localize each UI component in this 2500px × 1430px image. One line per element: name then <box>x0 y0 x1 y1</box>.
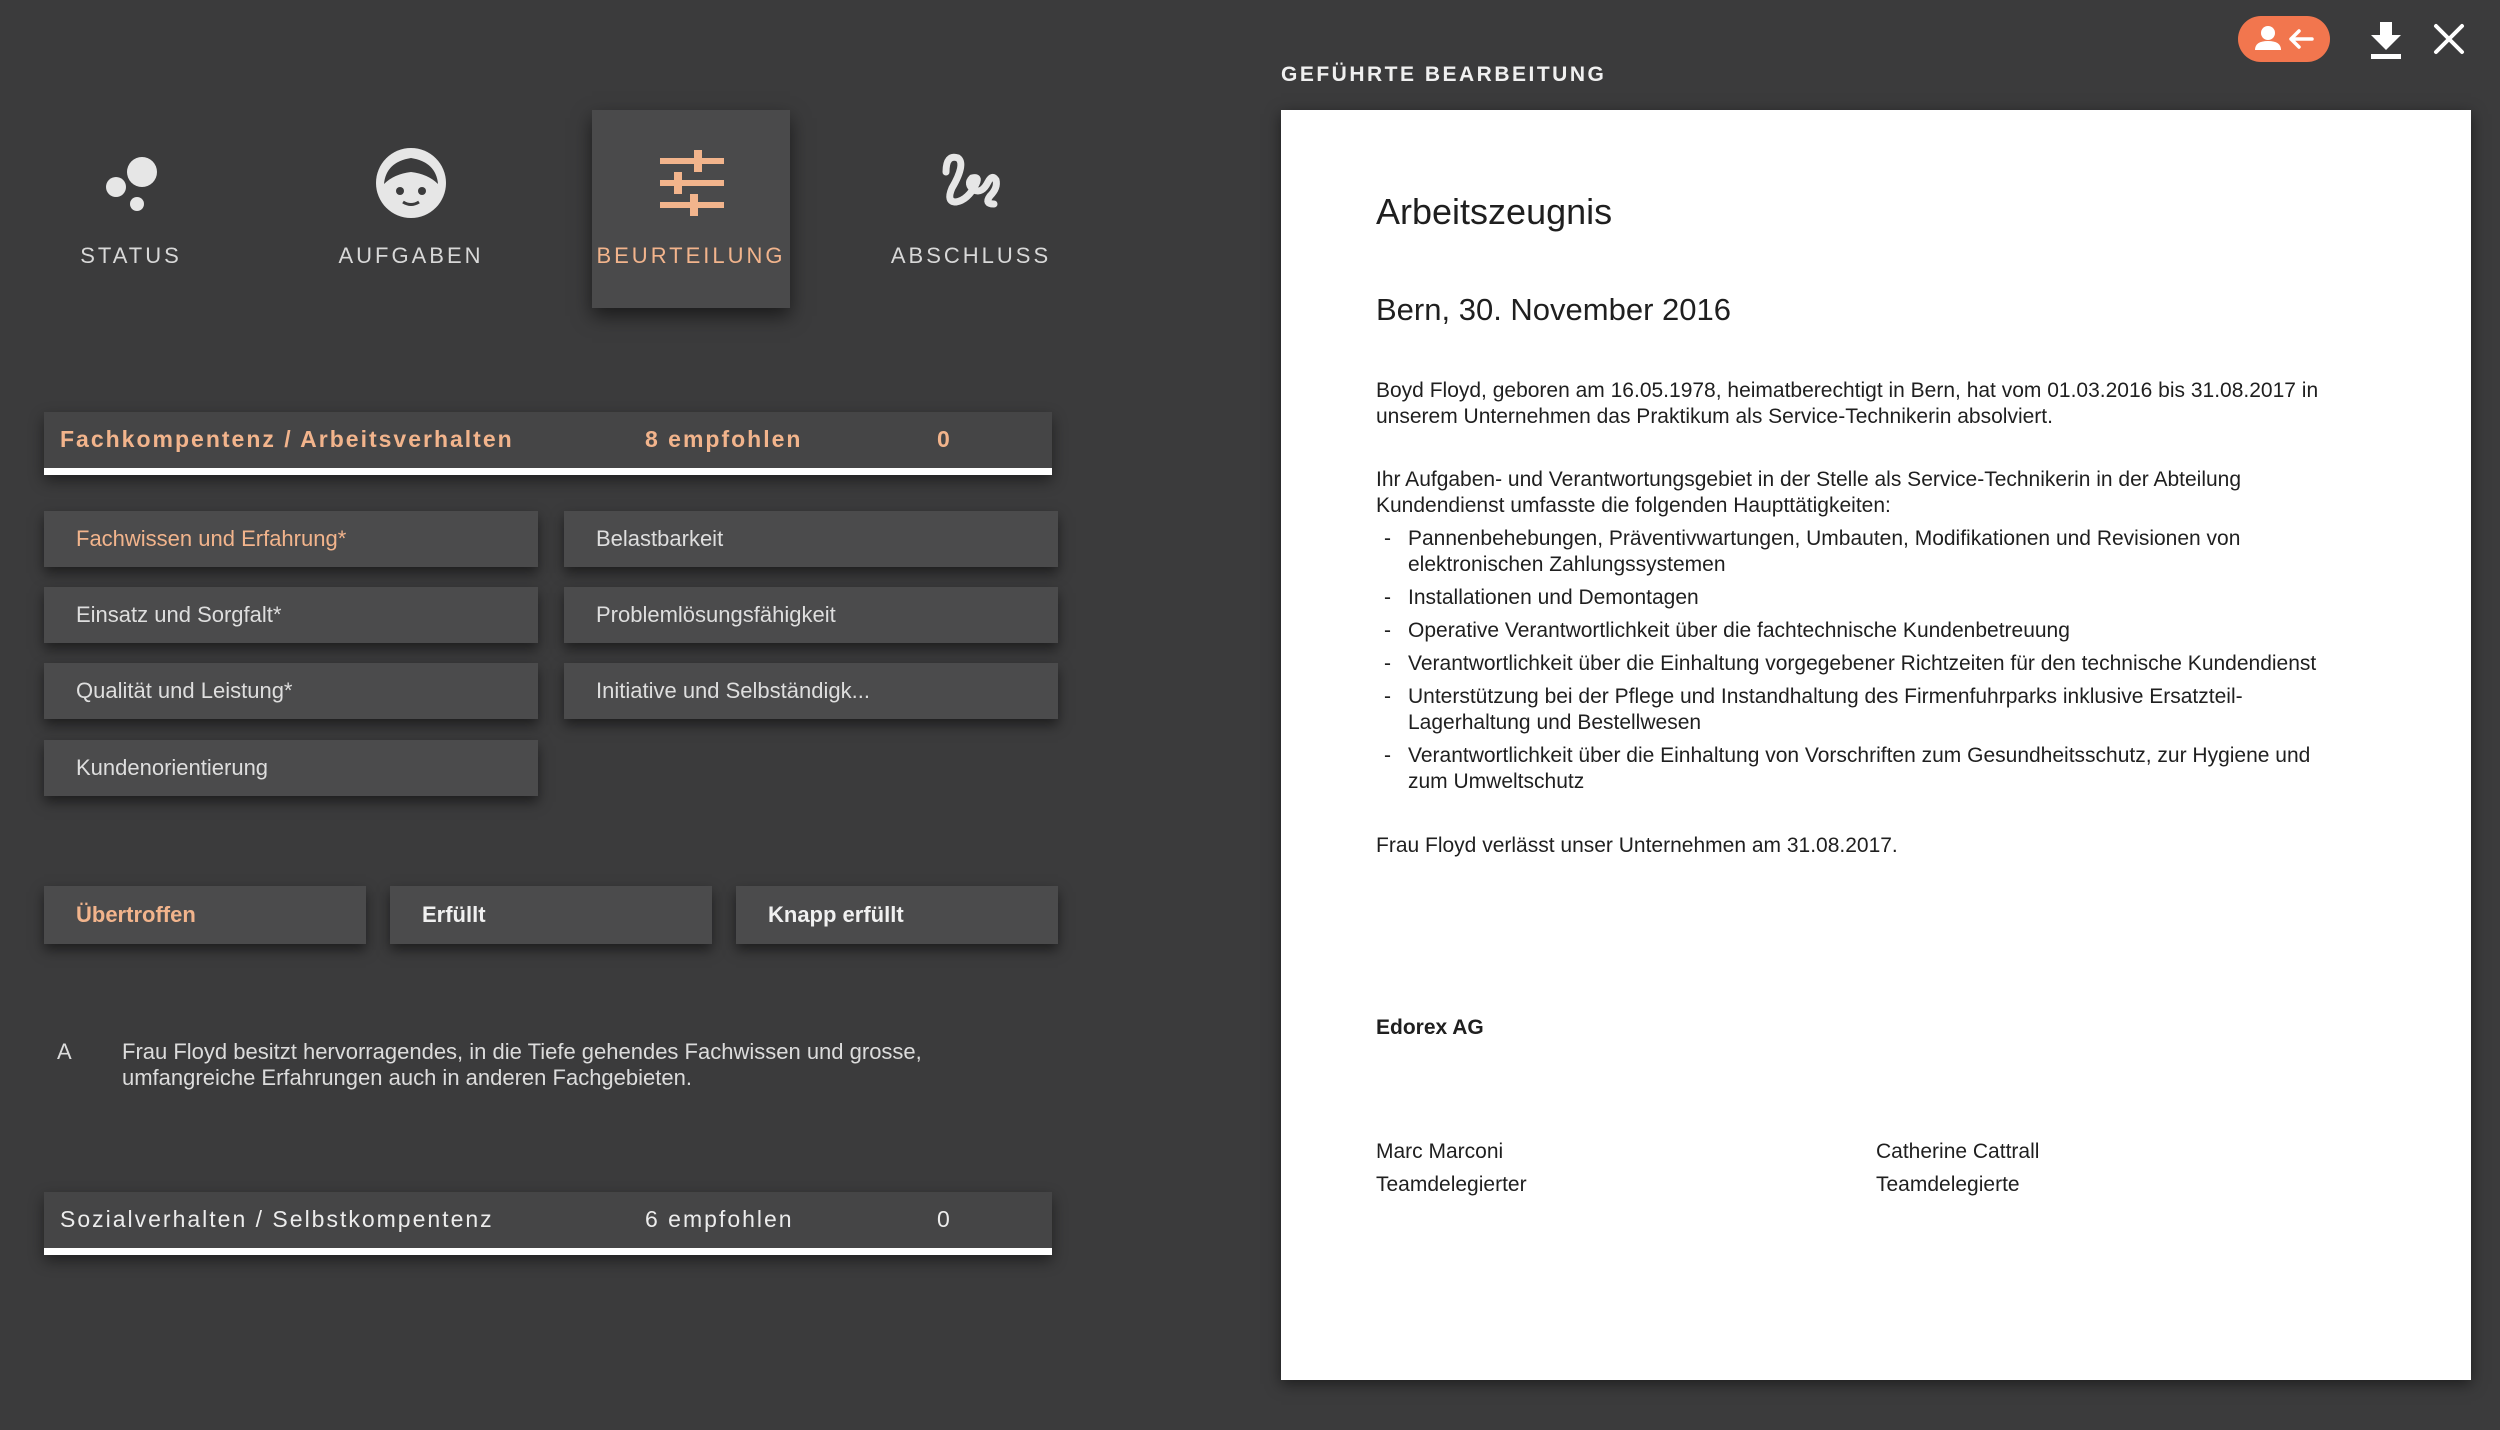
status-dots-icon <box>32 144 230 222</box>
criterion-qualitaet[interactable] <box>44 663 538 719</box>
list-item: - Pannenbehebungen, Präventivwartungen, Umbauten, Modifikationen und Revisionen von elektronischen Zahlungssystemen <box>1376 526 2376 578</box>
list-item: - Unterstützung bei der Pflege und Instandhaltung des Firmenfuhrparks inklusive Ersatzteil- Lagerhaltung und Bestellwesen <box>1376 684 2376 736</box>
document-preview <box>1281 110 2471 1380</box>
signer-name: Catherine Cattrall <box>1876 1140 2040 1163</box>
statement-text[interactable] <box>122 1039 922 1091</box>
statement-line: umfangreiche Erfahrungen auch in anderen Fachgebieten. <box>122 1065 692 1090</box>
section-title: Sozialverhalten / Selbstkompentenz <box>60 1206 494 1232</box>
nav-status-label: STATUS <box>80 243 182 268</box>
list-item: - Operative Verantwortlichkeit über die fachtechnische Kundenbetreuung <box>1376 618 2376 644</box>
download-icon[interactable] <box>2368 20 2404 60</box>
user-back-icon <box>2238 16 2330 62</box>
criterion-label: Initiative und Selbständigk... <box>596 678 870 703</box>
recommended-count: 8 empfohlen <box>645 426 803 452</box>
nav-status[interactable] <box>32 110 230 308</box>
document-line: Kundendienst umfasste die folgenden Haupttätigkeiten: <box>1376 494 1891 517</box>
rating-erfuellt[interactable] <box>390 886 712 944</box>
signature-icon <box>872 144 1070 222</box>
criterion-label: Einsatz und Sorgfalt* <box>76 602 282 627</box>
criterion-kundenorientierung[interactable] <box>44 740 538 796</box>
nav-beurteilung[interactable] <box>592 110 790 308</box>
rating-label: Erfüllt <box>422 902 486 927</box>
criterion-problemloesung[interactable] <box>564 587 1058 643</box>
selected-count: 0 <box>937 1206 952 1232</box>
duties-list <box>1376 526 2376 802</box>
document-closing: Frau Floyd verlässt unser Unternehmen am 31.08.2017. <box>1376 834 1898 857</box>
signer-2 <box>1876 1135 2039 1201</box>
statement-letter: A <box>57 1039 72 1064</box>
section-sozialverhalten[interactable] <box>44 1192 1052 1255</box>
list-item: - Installationen und Demontagen <box>1376 585 2376 611</box>
sliders-icon <box>592 144 790 222</box>
list-item: - Verantwortlichkeit über die Einhaltung vorgegebener Richtzeiten für den technische Kundendienst <box>1376 651 2376 677</box>
rating-uebertroffen[interactable] <box>44 886 366 944</box>
criterion-label: Qualität und Leistung* <box>76 678 293 703</box>
nav-abschluss[interactable] <box>872 110 1070 308</box>
document-line: Ihr Aufgaben- und Verantwortungsgebiet in der Stelle als Service-Technikerin in der Abteilung <box>1376 468 2242 491</box>
criterion-belastbarkeit[interactable] <box>564 511 1058 567</box>
close-icon[interactable] <box>2432 22 2466 56</box>
document-intro <box>1376 378 2318 430</box>
signer-name: Marc Marconi <box>1376 1140 1504 1163</box>
list-item: - Verantwortlichkeit über die Einhaltung von Vorschriften zum Gesundheitsschutz, zur Hygiene und zum Umweltschutz <box>1376 743 2376 795</box>
criterion-einsatz[interactable] <box>44 587 538 643</box>
criterion-label: Belastbarkeit <box>596 526 724 551</box>
document-line: Boyd Floyd, geboren am 16.05.1978, heimatberechtigt in Bern, hat vom 01.03.2016 bis 31.08.2017 in <box>1376 379 2319 402</box>
criterion-initiative[interactable] <box>564 663 1058 719</box>
criterion-label: Kundenorientierung <box>76 755 269 780</box>
document-place-date: Bern, 30. November 2016 <box>1376 292 1731 327</box>
nav-abschluss-label: ABSCHLUSS <box>890 243 1052 268</box>
rating-label: Übertroffen <box>76 902 196 927</box>
statement-line: Frau Floyd besitzt hervorragendes, in die Tiefe gehendes Fachwissen und grosse, <box>122 1039 922 1064</box>
nav-beurteilung-label: BEURTEILUNG <box>596 243 786 268</box>
document-duties <box>1376 467 2241 519</box>
nav-aufgaben-label: AUFGABEN <box>338 243 484 268</box>
criterion-label: Problemlösungsfähigkeit <box>596 602 836 627</box>
document-title: Arbeitszeugnis <box>1376 191 1613 232</box>
signer-role: Teamdelegierte <box>1876 1173 2020 1196</box>
document-line: unserem Unternehmen das Praktikum als Service-Technikerin absolviert. <box>1376 405 2053 428</box>
panel-title: GEFÜHRTE BEARBEITUNG <box>1281 63 1607 86</box>
selected-count: 0 <box>937 426 952 452</box>
rating-label: Knapp erfüllt <box>768 902 904 927</box>
nav-aufgaben[interactable] <box>312 110 510 308</box>
signer-role: Teamdelegierter <box>1376 1173 1527 1196</box>
face-icon <box>312 144 510 222</box>
section-title: Fachkompentenz / Arbeitsverhalten <box>60 426 514 452</box>
document-company: Edorex AG <box>1376 1016 1484 1039</box>
rating-knapp-erfuellt[interactable] <box>736 886 1058 944</box>
switch-user-button[interactable] <box>2238 16 2330 62</box>
criterion-label: Fachwissen und Erfahrung* <box>76 526 347 551</box>
signer-1 <box>1376 1135 1527 1201</box>
section-fachkompetenz[interactable] <box>44 412 1052 475</box>
recommended-count: 6 empfohlen <box>645 1206 794 1232</box>
criterion-fachwissen[interactable] <box>44 511 538 567</box>
